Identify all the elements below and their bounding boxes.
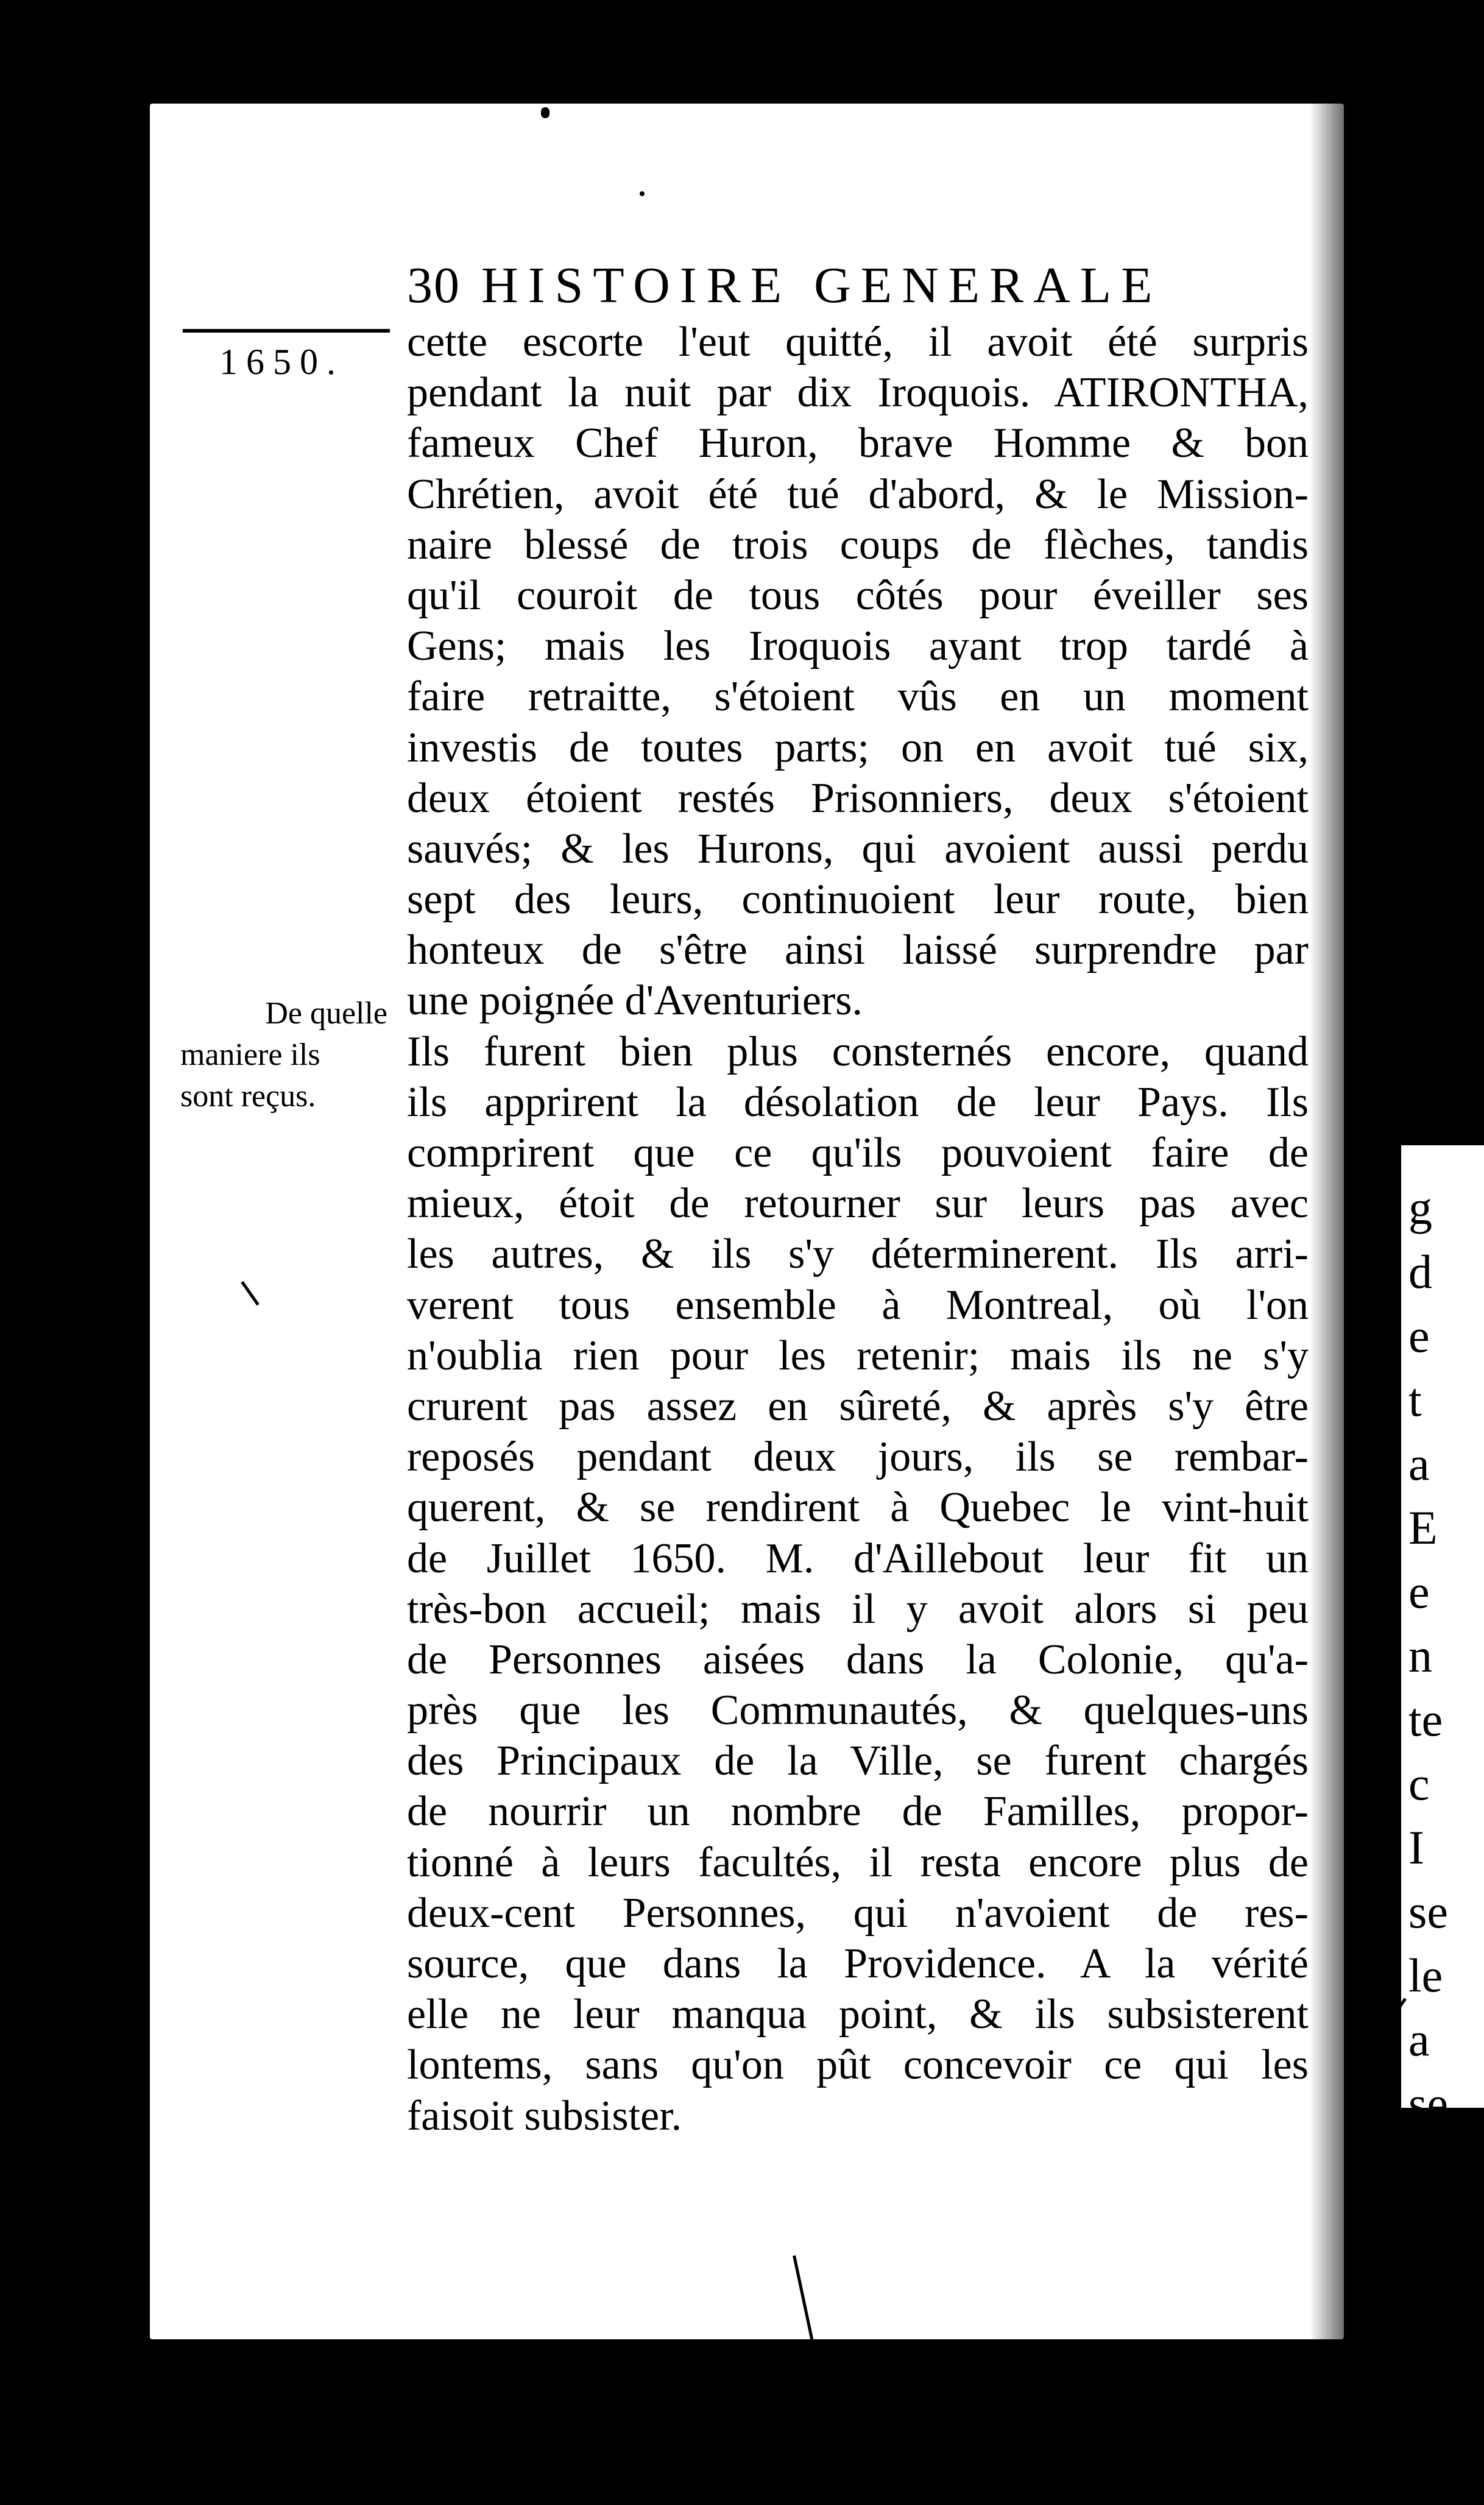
text-line: reposés pendant deux jours, ils se rembar- — [407, 1433, 1309, 1481]
scan-speck — [640, 191, 645, 196]
text-line: Ils furent bien plus consternés encore, quand — [407, 1028, 1309, 1075]
next-page-letter: le — [1408, 1949, 1443, 2002]
text-line: naire blessé de trois coups de flèches, tandis — [407, 521, 1309, 568]
next-page-letter: a — [1408, 2013, 1430, 2066]
text-line: comprirent que ce qu'ils pouvoient faire de — [407, 1129, 1309, 1176]
text-line: très-bon accueil; mais il y avoit alors si peu — [407, 1585, 1309, 1633]
next-page-letter: c — [1408, 1757, 1430, 1810]
running-title: HISTOIRE GENERALE — [481, 257, 1162, 314]
text-line: querent, & se rendirent à Quebec le vint-huit — [407, 1484, 1309, 1532]
text-line: des Principaux de la Ville, se furent chargés — [407, 1737, 1309, 1785]
margin-note-line: sont reçus. — [180, 1079, 316, 1114]
next-page-letters — [1408, 1176, 1475, 2263]
text-line: de Juillet 1650. M. d'Aillebout leur fit un — [407, 1535, 1309, 1582]
text-line: n'oublia rien pour les retenir; mais ils ne s'y — [407, 1332, 1309, 1379]
text-line: source, que dans la Providence. A la vérité — [407, 1940, 1309, 1987]
next-page-letter: e — [1408, 1309, 1430, 1362]
body-text — [407, 317, 1309, 2141]
text-line: faire retraitte, s'étoient vûs en un moment — [407, 673, 1309, 721]
text-line: verent tous ensemble à Montreal, où l'on — [407, 1281, 1309, 1329]
text-line: Gens; mais les Iroquois ayant trop tardé à — [407, 623, 1309, 670]
next-page-letter: q — [1408, 2141, 1432, 2194]
text-line: investis de toutes parts; on en avoit tué six, — [407, 724, 1309, 771]
next-page-letter: se — [1408, 1885, 1448, 1938]
margin-year: 1650. — [219, 342, 344, 382]
text-line: elle ne leur manqua point, & ils subsisterent — [407, 1991, 1309, 2038]
text-line: deux-cent Personnes, qui n'avoient de res- — [407, 1889, 1309, 1937]
next-page-letter: n — [1408, 1629, 1432, 1682]
text-line: sauvés; & les Hurons, qui avoient aussi perdu — [407, 825, 1309, 872]
margin-note-line: maniere ils — [180, 1037, 320, 1072]
text-line: sept des leurs, continuoient leur route, bien — [407, 876, 1309, 924]
text-line: deux étoient restés Prisonniers, deux s'étoient — [407, 774, 1309, 822]
text-line: tionné à leurs facultés, il resta encore plus de — [407, 1839, 1309, 1886]
next-page-letter: I — [1408, 1821, 1424, 1874]
margin-note — [180, 993, 387, 1117]
text-line: ils apprirent la désolation de leur Pays. Ils — [407, 1078, 1309, 1126]
text-line: mieux, étoit de retourner sur leurs pas avec — [407, 1180, 1309, 1228]
text-line: les autres, & ils s'y déterminerent. Ils arri- — [407, 1231, 1309, 1278]
page-edge-shadow — [1310, 97, 1383, 2351]
page-number: 30 — [407, 257, 461, 314]
text-line: fameux Chef Huron, brave Homme & bon — [407, 420, 1309, 467]
text-line: près que les Communautés, & quelques-uns — [407, 1687, 1309, 1734]
text-line: Chrétien, avoit été tué d'abord, & le Mission- — [407, 470, 1309, 518]
header-rule — [183, 329, 390, 333]
next-page-letter: se — [1408, 2077, 1448, 2130]
next-page-letter: E — [1408, 1501, 1438, 1554]
next-page-letter: e — [1408, 1565, 1430, 1618]
next-page-letter: g — [1408, 1181, 1432, 1234]
text-line: une poignée d'Aventuriers. — [407, 977, 863, 1025]
text-line: faisoit subsister. — [407, 2092, 682, 2139]
next-page-letter: t — [1408, 1373, 1422, 1426]
text-line: crurent pas assez en sûreté, & après s'y être — [407, 1382, 1309, 1430]
text-line: cette escorte l'eut quitté, il avoit été surpris — [407, 319, 1309, 366]
text-line: pendant la nuit par dix Iroquois. ATIRONTHA, — [407, 369, 1309, 417]
text-line: honteux de s'être ainsi laissé surprendre par — [407, 927, 1309, 974]
margin-note-line: De quelle — [265, 996, 387, 1031]
text-line: qu'il couroit de tous côtés pour éveiller ses — [407, 571, 1309, 619]
next-page-letter: te — [1408, 1693, 1443, 1746]
next-page-letter: a — [1408, 1437, 1430, 1490]
running-header — [407, 256, 1162, 315]
next-page-letter: d — [1408, 1245, 1432, 1298]
text-line: lontems, sans qu'on pût concevoir ce qui les — [407, 2041, 1309, 2089]
scan-speck — [541, 107, 549, 118]
text-line: de Personnes aisées dans la Colonie, qu'a- — [407, 1636, 1309, 1683]
next-page-letter: P — [1408, 2205, 1435, 2258]
text-line: de nourrir un nombre de Familles, propor- — [407, 1788, 1309, 1835]
